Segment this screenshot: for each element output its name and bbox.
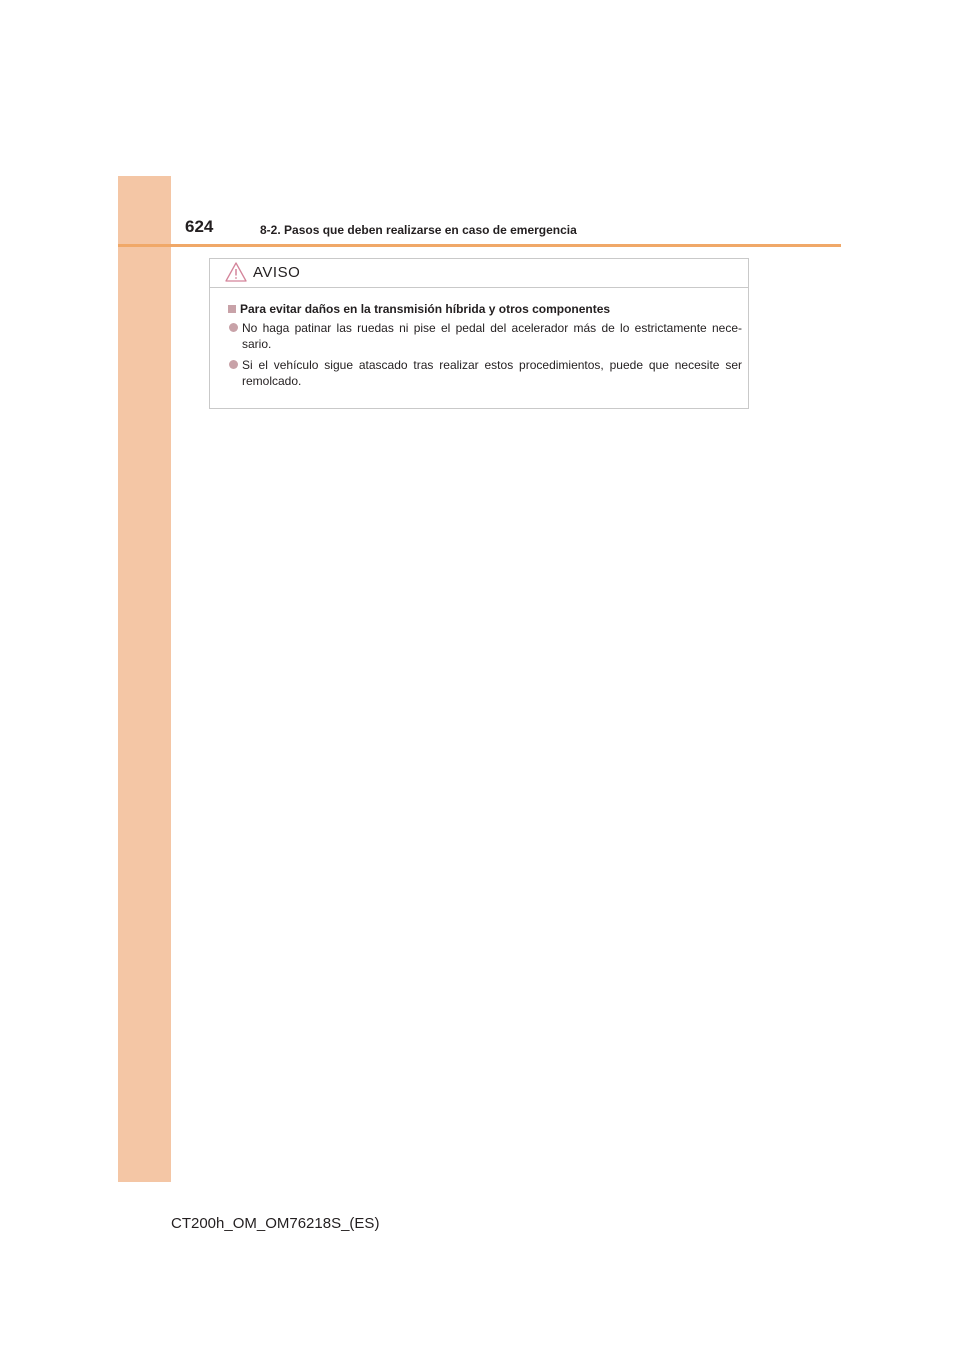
page-header xyxy=(171,176,841,246)
warning-bullet xyxy=(228,320,742,352)
page-number: 624 xyxy=(185,217,214,236)
footer-code: CT200h_OM_OM76218S_(ES) xyxy=(171,1215,380,1232)
warning-heading xyxy=(228,302,742,316)
round-bullet-icon xyxy=(229,323,238,332)
warning-heading-text: Para evitar daños en la transmisión híbrida y otros componentes xyxy=(240,302,611,316)
round-bullet-icon xyxy=(229,360,238,369)
section-title: 8-2. Pasos que deben realizarse en caso de emergencia xyxy=(260,223,577,237)
warning-box xyxy=(209,258,749,409)
warning-body xyxy=(210,288,748,389)
header-rule xyxy=(118,244,841,247)
warning-bullet-text: No haga patinar las ruedas ni pise el pedal del acelerador más de lo estrictamente nece-sario. xyxy=(242,321,742,351)
warning-title: AVISO xyxy=(253,264,301,281)
warning-bullet-text: Si el vehículo sigue atascado tras realizar estos procedimientos, puede que necesite ser remolcado. xyxy=(242,358,742,388)
square-bullet-icon xyxy=(228,305,236,313)
warning-triangle-icon xyxy=(225,262,247,282)
warning-header xyxy=(210,259,748,288)
side-tab-band xyxy=(118,176,171,1182)
warning-bullet xyxy=(228,357,742,389)
